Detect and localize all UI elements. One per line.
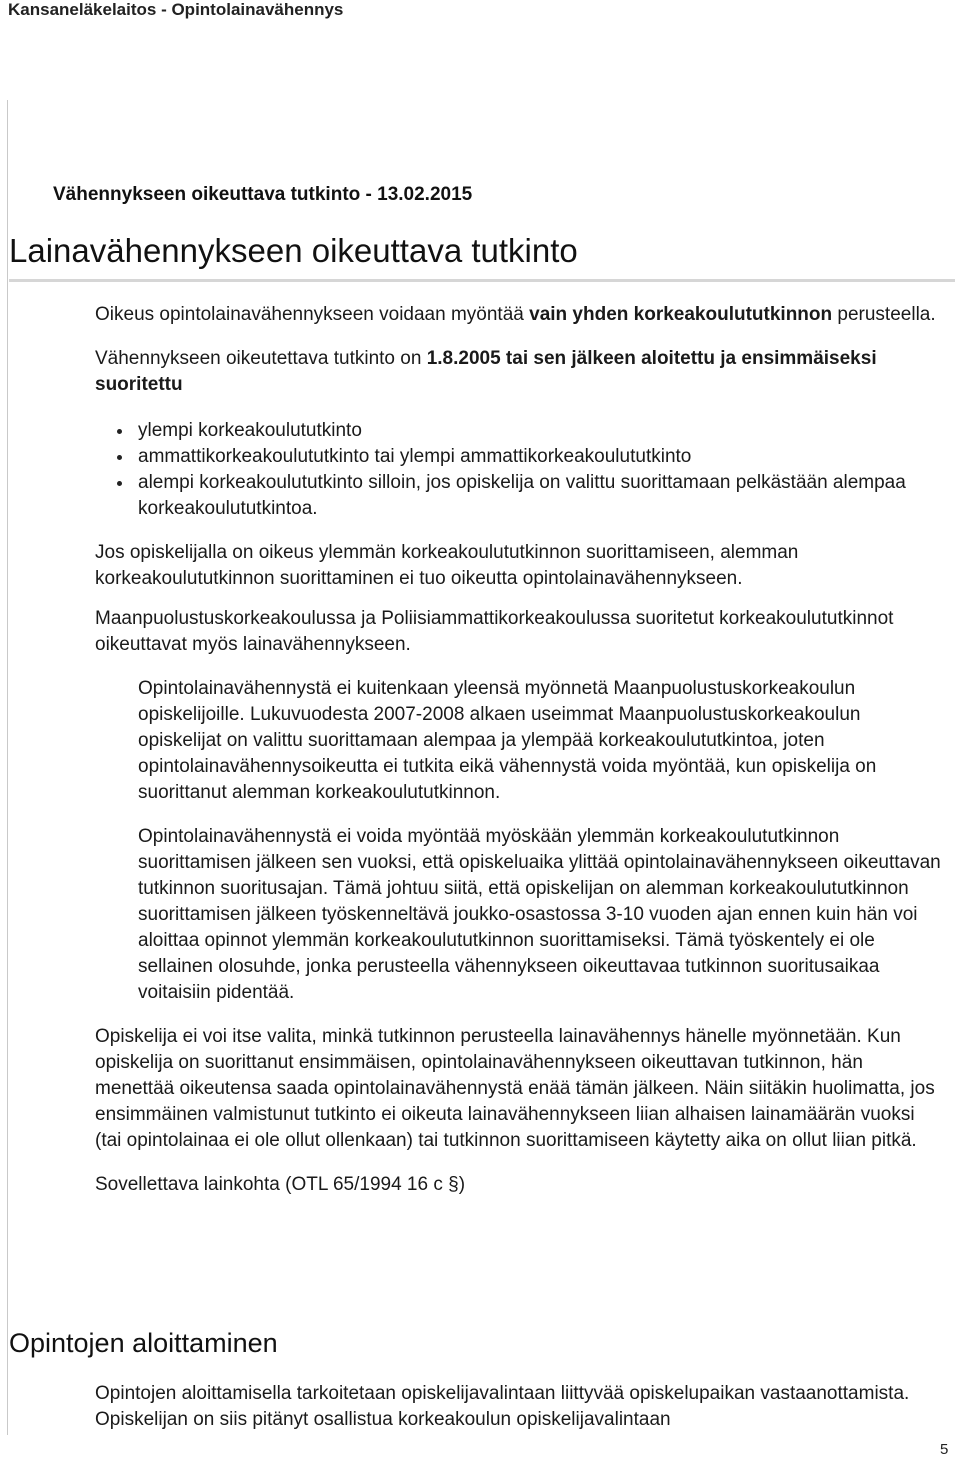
section-heading: Opintojen aloittaminen — [9, 1328, 278, 1358]
main-content — [95, 302, 945, 1198]
heading-underline — [9, 279, 955, 282]
degree-list — [95, 418, 945, 522]
list-item: ylempi korkeakoulututkinto — [138, 418, 945, 444]
list-item: alempi korkeakoulututkinto silloin, jos opiskelija on valittu suorittamaan pelkästään alempaa korkeakoulututkintoa. — [138, 470, 945, 522]
left-margin-rule — [7, 100, 8, 1435]
indented-paragraph-1: Opintolainavähennystä ei kuitenkaan yleensä myönnetä Maanpuolustuskorkeakoulun opiskelijoille. Lukuvuodesta 2007-2008 alkaen useimmat Maanpuolustuskorkeakoulun opiskelijat on valittu suorittamaan alempaa ja ylempää korkeakoulututkintoa, joten opintolainavähennysoikeutta ei tutkita eikä vähennystä voida myöntää, kun opiskelija on suorittanut alemman korkeakoulututkinnon. — [138, 678, 877, 803]
intro-end-text: perusteella. — [832, 304, 936, 325]
law-reference: Sovellettava lainkohta (OTL 65/1994 16 c §) — [95, 1174, 466, 1195]
intro-paragraph — [95, 302, 945, 328]
scope-paragraph — [95, 346, 945, 398]
intro-bold-text: vain yhden korkeakoulututkinnon — [529, 304, 833, 325]
main-heading: Lainavähennykseen oikeuttava tutkinto — [9, 232, 578, 269]
paragraph-defence-college: Maanpuolustuskorkeakoulussa ja Poliisiammattikorkeakoulussa suoritetut korkeakoulututkinnot oikeuttavat myös lainavähennykseen. — [95, 608, 894, 655]
section-content — [95, 1381, 945, 1433]
paragraph-choice: Opiskelija ei voi itse valita, minkä tutkinnon perusteella lainavähennys hänelle myönnetään. Kun opiskelija on suorittanut ensimmäisen, opintolainavähennykseen oikeuttavan tutkinnon, hän menettää oikeutensa saada opintolainavähennystä enää tämän jälkeen. Näin siitäkin huolimatta, jos ensimmäinen valmistunut tutkinto ei oikeuta lainavähennykseen liian alhaisen lainamäärän vuoksi (tai opintolainaa ei ole ollut ollenkaan) tai tutkinnon suorittamiseen käytetty aika on ollut liian pitkä. — [95, 1026, 935, 1151]
indented-paragraph-2: Opintolainavähennystä ei voida myöntää myöskään ylemmän korkeakoulututkinnon suorittamisen jälkeen sen vuoksi, että opiskeluaika ylittää opintolainavähennykseen oikeuttavan tutkinnon suoritusajan. Tämä johtuu siitä, että opiskelijan on alemman korkeakoulututkinnon suorittamisen jälkeen työskenneltävä joukko-osastossa 3-10 vuoden ajan ennen kuin hän voi aloittaa opinnot ylemmän korkeakoulututkinnon suorittamiseksi. Tämä työskentely ei ole sellainen olosuhde, jonka perusteella vähennykseen oikeuttavaa tutkinnon suoritusaikaa voitaisiin pidentää. — [138, 826, 941, 1003]
list-item: ammattikorkeakoulututkinto tai ylempi ammattikorkeakoulututkinto — [138, 444, 945, 470]
page-header-title: Kansaneläkelaitos - Opintolainavähennys — [8, 0, 344, 19]
paragraph-higher-degree: Jos opiskelijalla on oikeus ylemmän korkeakoulututkinnon suorittamiseen, alemman korkeakoulututkinnon suorittaminen ei tuo oikeutta opintolainavähennykseen. — [95, 542, 799, 589]
section-paragraph: Opintojen aloittamisella tarkoitetaan opiskelijavalintaan liittyvää opiskelupaikan vastaanottamista. Opiskelijan on siis pitänyt osallistua korkeakoulun opiskelijavalintaan — [95, 1383, 910, 1430]
page-number: 5 — [940, 1441, 949, 1458]
intro-text: Oikeus opintolainavähennykseen voidaan myöntää — [95, 304, 530, 325]
scope-bold-text: 1.8.2005 tai sen jälkeen aloitettu ja ensimmäiseksi suoritettu — [95, 348, 877, 395]
scope-text: Vähennykseen oikeutettava tutkinto on — [95, 348, 427, 369]
document-subtitle: Vähennykseen oikeuttava tutkinto - 13.02.2015 — [53, 184, 473, 205]
